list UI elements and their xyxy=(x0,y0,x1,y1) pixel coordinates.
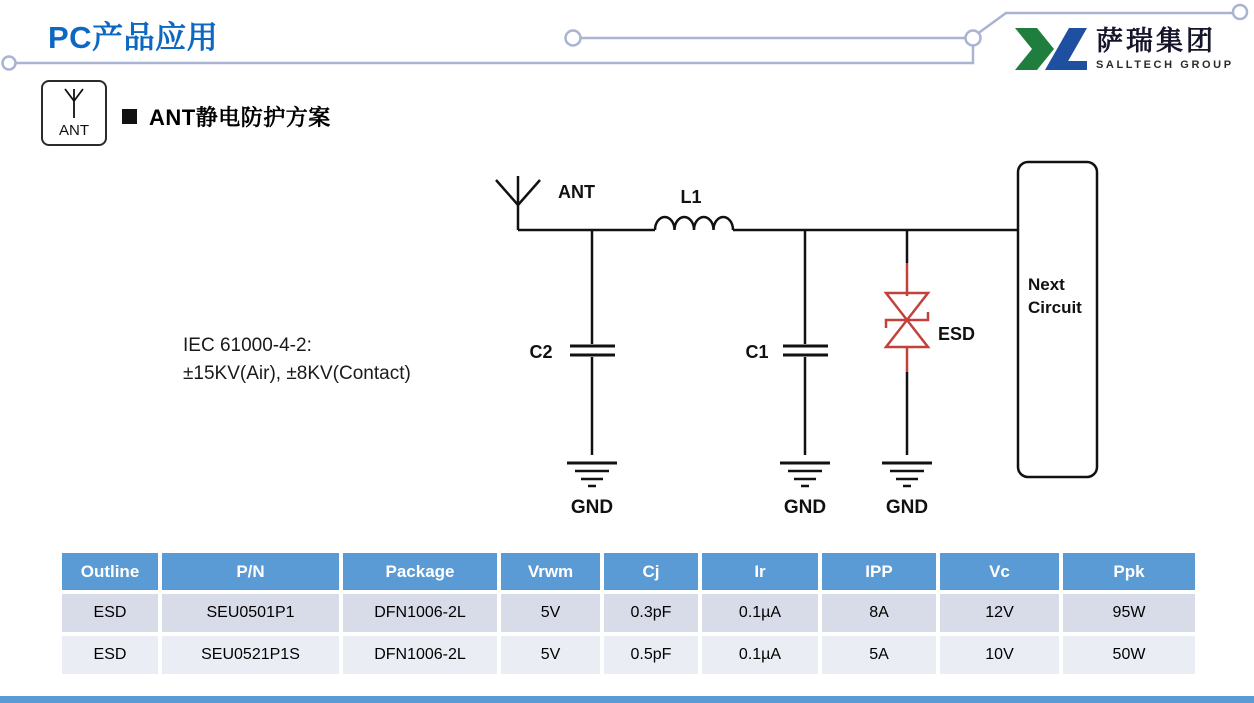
iec-note xyxy=(183,332,411,388)
cell-ppk: 95W xyxy=(1061,592,1197,634)
cell-pn: SEU0501P1 xyxy=(160,592,341,634)
logo-text xyxy=(1096,26,1234,71)
ground-symbol-c1 xyxy=(780,463,830,486)
gnd-label-3: GND xyxy=(885,497,929,518)
ground-symbol-esd xyxy=(882,463,932,486)
cell-ppk: 50W xyxy=(1061,634,1197,676)
cell-package: DFN1006-2L xyxy=(341,634,499,676)
spec-table-row-1 xyxy=(60,592,1197,634)
next-circuit-label-line2: Circuit xyxy=(1028,298,1082,317)
header-cell-ppk: Ppk xyxy=(1061,551,1197,592)
cap-right-label: C1 xyxy=(745,342,769,362)
cell-vc: 10V xyxy=(938,634,1061,676)
capacitor-c2-symbol xyxy=(570,230,615,455)
cell-outline: ESD xyxy=(60,592,160,634)
cell-cj: 0.5pF xyxy=(602,634,700,676)
ant-label: ANT xyxy=(558,182,595,202)
cap-left-label: C2 xyxy=(529,342,553,362)
header-cell-pn: P/N xyxy=(160,551,341,592)
circuit-diagram xyxy=(440,150,1120,522)
ant-icon-box xyxy=(41,80,107,146)
antenna-symbol xyxy=(496,176,540,230)
inductor-symbol xyxy=(655,217,733,230)
header-cell-outline: Outline xyxy=(60,551,160,592)
logo-name-en: SALLTECH GROUP xyxy=(1096,59,1234,71)
next-circuit-box xyxy=(1018,162,1097,477)
gnd-label-2: GND xyxy=(783,497,827,518)
gnd-label-1: GND xyxy=(570,497,614,518)
cell-outline: ESD xyxy=(60,634,160,676)
cell-ipp: 5A xyxy=(820,634,938,676)
header-cell-vrwm: Vrwm xyxy=(499,551,602,592)
inductor-label: L1 xyxy=(680,187,702,207)
cell-pn: SEU0521P1S xyxy=(160,634,341,676)
cell-vrwm: 5V xyxy=(499,634,602,676)
header-cell-package: Package xyxy=(341,551,499,592)
spec-table xyxy=(60,551,1197,676)
header-cell-vc: Vc xyxy=(938,551,1061,592)
ground-symbol-c2 xyxy=(567,463,617,486)
logo-name-cn: 萨瑞集团 xyxy=(1096,26,1216,56)
cell-ipp: 8A xyxy=(820,592,938,634)
cell-package: DFN1006-2L xyxy=(341,592,499,634)
cell-ir: 0.1µA xyxy=(700,592,820,634)
logo-mark-icon xyxy=(1015,26,1087,72)
company-logo xyxy=(1015,26,1234,72)
cell-cj: 0.3pF xyxy=(602,592,700,634)
antenna-icon xyxy=(58,86,90,120)
cell-vrwm: 5V xyxy=(499,592,602,634)
ant-box-label: ANT xyxy=(59,122,89,139)
section-bullet-icon xyxy=(122,109,137,124)
iec-note-line2: ±15KV(Air), ±8KV(Contact) xyxy=(183,363,411,384)
page-title: PC产品应用 xyxy=(48,20,219,55)
section-heading-row xyxy=(122,101,331,132)
header-cell-ipp: IPP xyxy=(820,551,938,592)
esd-tvs-diode-symbol xyxy=(886,230,928,455)
header-cell-ir: Ir xyxy=(700,551,820,592)
cell-vc: 12V xyxy=(938,592,1061,634)
esd-label: ESD xyxy=(938,324,976,344)
header-cell-cj: Cj xyxy=(602,551,700,592)
section-heading: ANT静电防护方案 xyxy=(149,105,331,130)
capacitor-c1-symbol xyxy=(783,230,828,455)
cell-ir: 0.1µA xyxy=(700,634,820,676)
spec-table-row-2 xyxy=(60,634,1197,676)
bottom-accent-bar xyxy=(0,696,1254,703)
iec-note-line1: IEC 61000-4-2: xyxy=(183,335,312,356)
next-circuit-label-line1: Next xyxy=(1028,275,1065,294)
spec-table-header-row xyxy=(60,551,1197,592)
